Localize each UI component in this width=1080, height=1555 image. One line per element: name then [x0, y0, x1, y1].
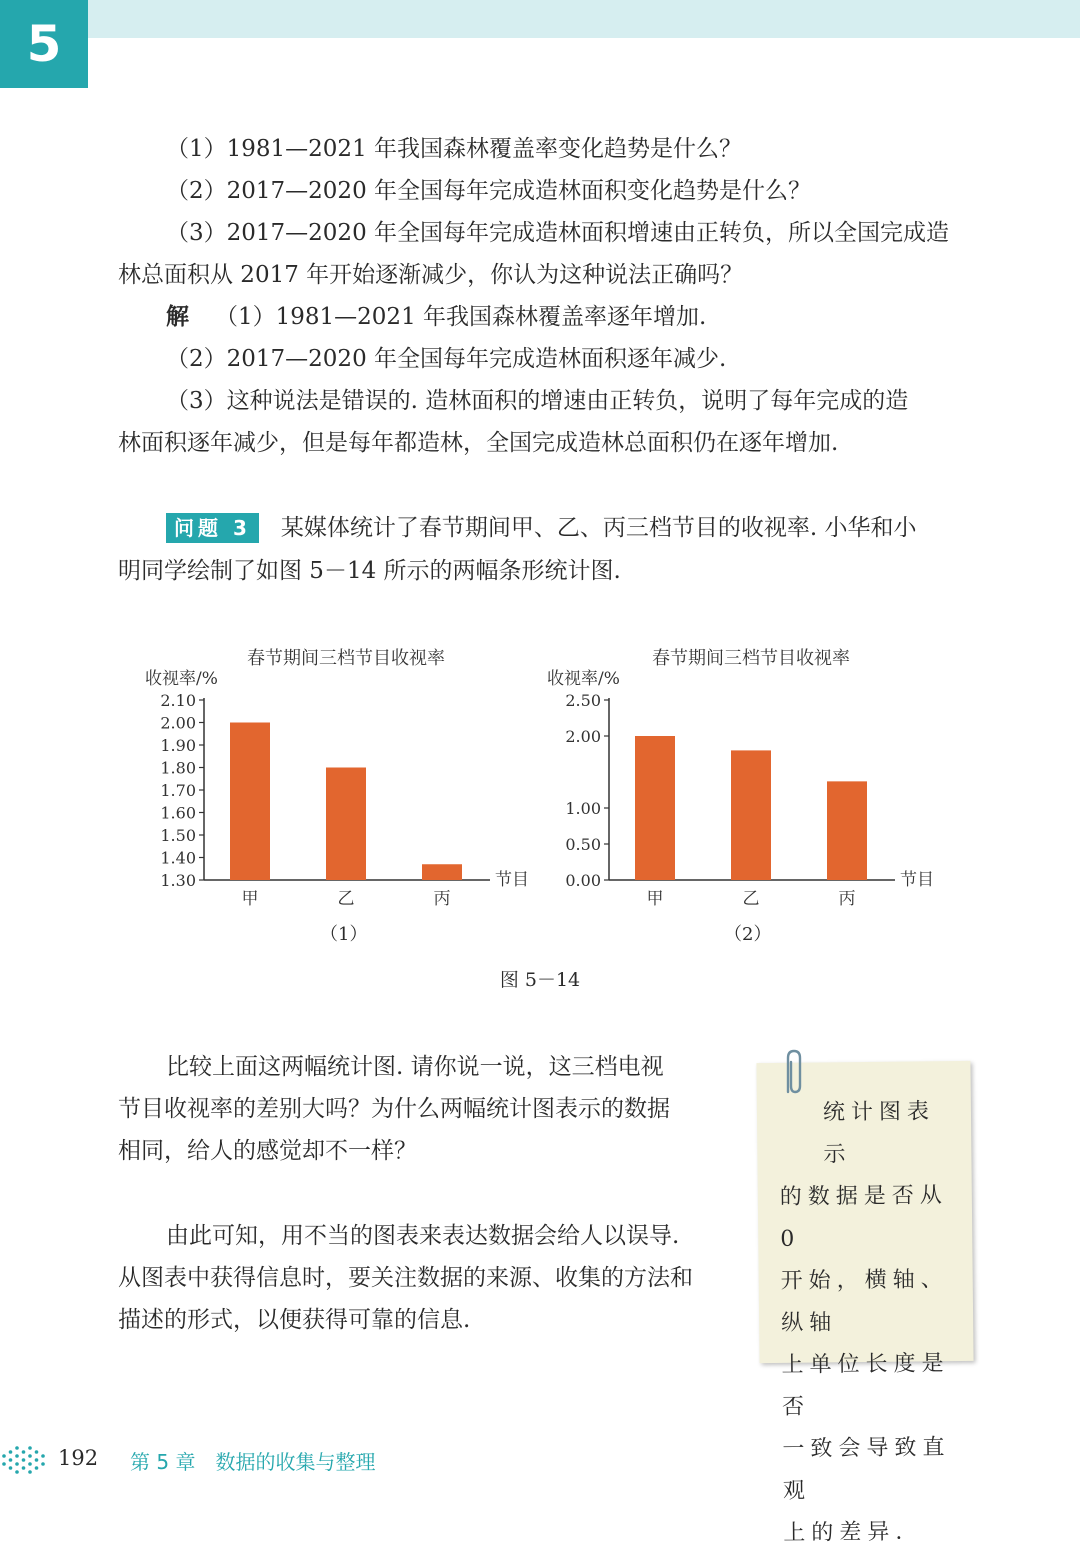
category-label: 甲 [241, 889, 259, 909]
chapter-number: 5 [0, 0, 88, 88]
note-line: 的数据是否从 0 [779, 1183, 948, 1252]
dot [2, 1462, 6, 1466]
answer-3-line-2: 林面积逐年减少，但是每年都造林，全国完成造林总面积仍在逐年增加. [118, 430, 839, 456]
paperclip-icon [780, 1048, 808, 1098]
dot [15, 1454, 19, 1458]
y-tick-label: 1.70 [160, 781, 196, 800]
dot [35, 1466, 39, 1470]
chart-title: 春节期间三档节目收视率 [652, 648, 850, 669]
conclusion-line-2: 从图表中获得信息时，要关注数据的来源、收集的方法和 [118, 1265, 693, 1291]
answer-3-line-1: （3）这种说法是错误的. 造林面积的增速由正转负，说明了每年完成的造 [166, 388, 909, 414]
dot [15, 1462, 19, 1466]
y-tick-label: 2.10 [160, 691, 196, 710]
top-band [88, 0, 1080, 38]
y-tick-label: 2.50 [565, 691, 601, 710]
y-tick-label: 1.60 [160, 803, 196, 823]
dot [28, 1446, 32, 1450]
conclusion-line-1: 由此可知，用不当的图表来表达数据会给人以误导. [166, 1223, 680, 1249]
problem-badge: 问题 3 [166, 513, 259, 543]
figure-caption: 图 5－14 [499, 969, 581, 991]
problem-3-text: 某媒体统计了春节期间甲、乙、丙三档节目的收视率. 小华和小 [280, 515, 917, 541]
bar [326, 768, 366, 881]
chart-title: 春节期间三档节目收视率 [247, 648, 445, 669]
dot [2, 1454, 6, 1458]
bar [422, 864, 462, 880]
y-tick-label: 0.50 [565, 835, 601, 854]
footer-chapter-title: 第 5 章 数据的收集与整理 [130, 1450, 376, 1474]
y-tick-label: 0.00 [565, 871, 601, 890]
dot [22, 1458, 26, 1462]
x-axis-label: 节目 [900, 870, 934, 890]
category-label: 甲 [646, 889, 664, 909]
side-note-text [779, 1091, 964, 1555]
footer-dots-icon [0, 1440, 52, 1480]
dot [28, 1462, 32, 1466]
dot [28, 1470, 32, 1474]
dot [35, 1458, 39, 1462]
problem-3-line-1 [118, 513, 1016, 543]
conclusion-line-3: 描述的形式，以便获得可靠的信息. [118, 1307, 471, 1333]
question-3-line-1: （3）2017—2020 年全国每年完成造林面积增速由正转负，所以全国完成造 [166, 220, 950, 246]
problem-3-line-2: 明同学绘制了如图 5－14 所示的两幅条形统计图. [118, 558, 621, 584]
answer-1: （1）1981—2021 年我国森林覆盖率逐年增加. [215, 304, 707, 330]
y-axis-label: 收视率/% [547, 669, 620, 689]
side-note [756, 1061, 973, 1546]
y-tick-label: 2.00 [565, 727, 601, 746]
note-line: 上单位长度是否 [781, 1351, 950, 1420]
bar [635, 736, 675, 880]
dot [9, 1450, 13, 1454]
answer-2: （2）2017—2020 年全国每年完成造林面积逐年减少. [166, 346, 727, 372]
y-tick-label: 1.80 [160, 758, 196, 778]
note-line: 统计图表示 [822, 1099, 936, 1168]
dot [15, 1470, 19, 1474]
figure-sub-label-1: （1） [320, 924, 368, 945]
page-number: 192 [58, 1446, 99, 1470]
dot [28, 1454, 32, 1458]
dot [41, 1462, 45, 1466]
compare-line-2: 节目收视率的差别大吗？为什么两幅统计图表示的数据 [118, 1096, 670, 1122]
category-label: 乙 [742, 889, 760, 909]
question-1: （1）1981—2021 年我国森林覆盖率变化趋势是什么？ [166, 136, 743, 162]
dot [41, 1454, 45, 1458]
note-line: 上的差异. [783, 1519, 909, 1546]
compare-line-3: 相同，给人的感觉却不一样？ [118, 1138, 417, 1164]
category-label: 丙 [433, 889, 451, 909]
solution-label: 解 [166, 304, 189, 330]
category-label: 乙 [337, 889, 355, 909]
bar [731, 750, 771, 880]
dot [9, 1466, 13, 1470]
bar [827, 781, 867, 880]
compare-line-1: 比较上面这两幅统计图. 请你说一说，这三档电视 [166, 1054, 664, 1080]
y-tick-label: 2.00 [160, 713, 196, 733]
bar [230, 723, 270, 881]
note-line: 开始，横轴、纵轴 [780, 1267, 949, 1336]
y-tick-label: 1.50 [160, 826, 196, 845]
y-tick-label: 1.90 [160, 736, 196, 755]
y-tick-label: 1.40 [160, 848, 196, 868]
dot [22, 1450, 26, 1454]
answer-1-line [118, 302, 1016, 332]
dot [22, 1466, 26, 1470]
y-tick-label: 1.00 [565, 799, 601, 818]
dot [35, 1450, 39, 1454]
x-axis-label: 节目 [495, 870, 529, 890]
category-label: 丙 [838, 889, 856, 909]
dot [15, 1446, 19, 1450]
question-2: （2）2017—2020 年全国每年完成造林面积变化趋势是什么？ [166, 178, 812, 204]
question-3-line-2: 林总面积从 2017 年开始逐渐减少，你认为这种说法正确吗？ [118, 262, 744, 288]
dot [9, 1458, 13, 1462]
note-line: 一致会导致直观 [782, 1435, 951, 1504]
y-axis-label: 收视率/% [145, 669, 218, 689]
y-tick-label: 1.30 [160, 871, 196, 890]
figure-sub-label-2: （2） [724, 924, 772, 945]
chart-1 [140, 640, 540, 924]
chart-2 [545, 640, 945, 924]
